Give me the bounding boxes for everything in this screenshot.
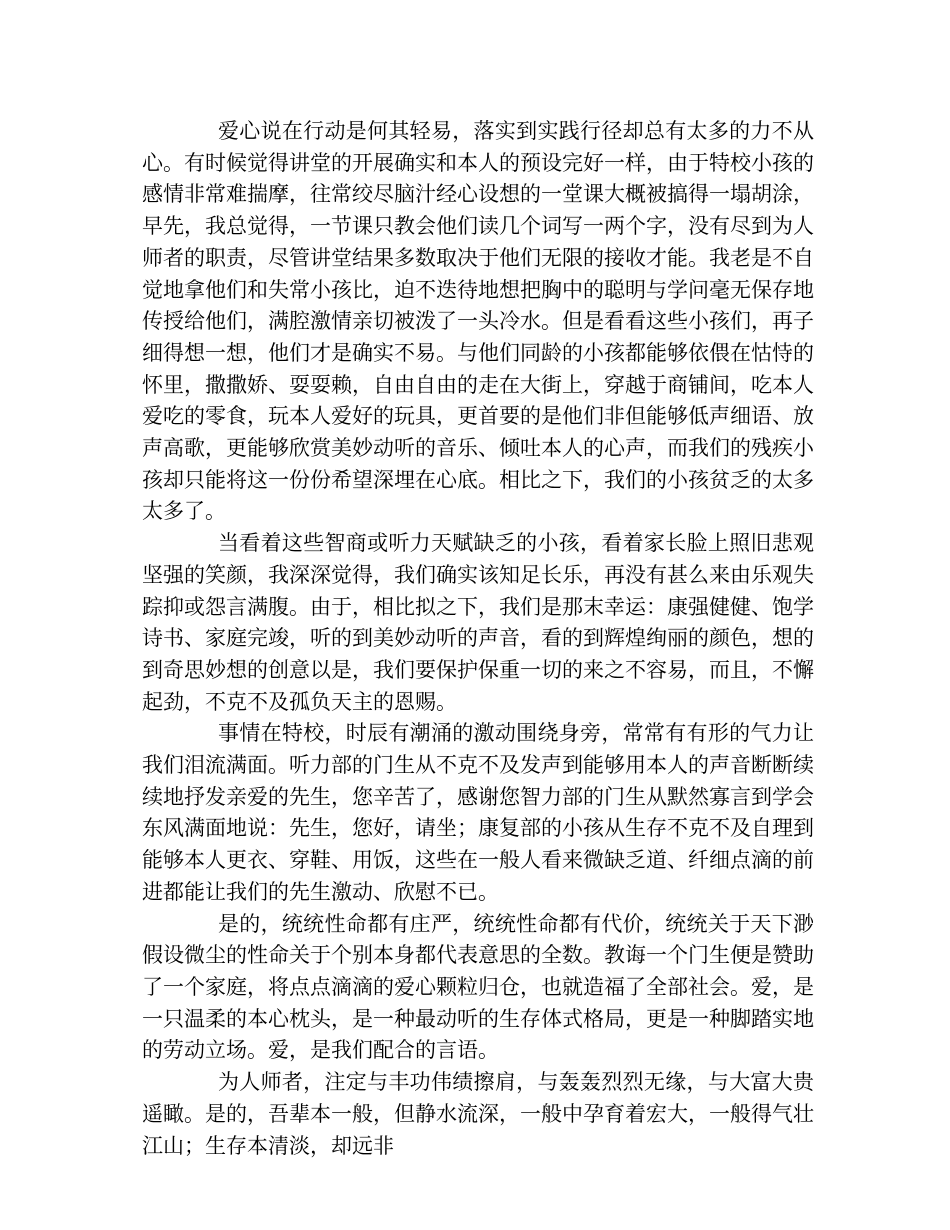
paragraph-1: 爱心说在行动是何其轻易，落实到实践行径却总有太多的力不从心。有时候觉得讲堂的开展确实和本人的预设完好一样，由于特校小孩的感情非常难揣摩，往常绞尽脑汁经心设想的一堂课大概被搞得一塌胡涂，早先，我总觉得，一节课只教会他们读几个词写一两个字，没有尽到为人师者的职责，尽管讲堂结果多数取决于他们无限的接收才能。我老是不自觉地拿他们和失常小孩比，迫不迭待地想把胸中的聪明与学问毫无保存地传授给他们，满腔激情亲切被泼了一头冷水。但是看看这些小孩们，再子细得想一想，他们才是确实不易。与他们同龄的小孩都能够依偎在怙恃的怀里，撒撒娇、耍耍赖，自由自由的走在大街上，穿越于商铺间，吃本人爱吃的零食，玩本人爱好的玩具，更首要的是他们非但能够低声细语、放声高歌，更能够欣赏美妙动听的音乐、倾吐本人的心声，而我们的残疾小孩却只能将这一份份希望深埋在心底。相比之下，我们的小孩贫乏的太多太多了。 xyxy=(142,119,814,524)
paragraph-4: 是的，统统性命都有庄严，统统性命都有代价，统统关于天下渺假设微尘的性命关于个别本身都代表意思的全数。教诲一个门生便是赞助了一个家庭，将点点滴滴的爱心颗粒归仓，也就造福了全部社会。爱，是一只温柔的本心枕头，是一种最动听的生存体式格局，更是一种脚踏实地的劳动立场。爱，是我们配合的言语。 xyxy=(142,911,814,1063)
document-page xyxy=(142,116,814,1162)
paragraph-3: 事情在特校，时辰有潮涌的激动围绕身旁，常常有有形的气力让我们泪流满面。听力部的门生从不克不及发声到能够用本人的声音断断续续地抒发亲爱的先生，您辛苦了，感谢您智力部的门生从默然寡言到学会东风满面地说：先生，您好，请坐；康复部的小孩从生存不克不及自理到能够本人更衣、穿鞋、用饭，这些在一般人看来微缺乏道、纤细点滴的前进都能让我们的先生激动、欣慰不已。 xyxy=(142,721,814,904)
paragraph-5: 为人师者，注定与丰功伟绩擦肩，与轰轰烈烈无缘，与大富大贵遥瞰。是的，吾辈本一般，但静水流深，一般中孕育着宏大，一般得气壮江山；生存本清淡，却远非 xyxy=(142,1070,814,1158)
paragraph-2: 当看着这些智商或听力天赋缺乏的小孩，看着家长脸上照旧悲观坚强的笑颜，我深深觉得，我们确实该知足长乐，再没有甚么来由乐观失踪抑或怨言满腹。由于，相比拟之下，我们是那末幸运：康强健健、饱学诗书、家庭完竣，听的到美妙动听的声音，看的到辉煌绚丽的颜色，想的到奇思妙想的创意以是，我们要保护保重一切的来之不容易，而且，不懈起劲，不克不及孤负天主的恩赐。 xyxy=(142,531,814,714)
